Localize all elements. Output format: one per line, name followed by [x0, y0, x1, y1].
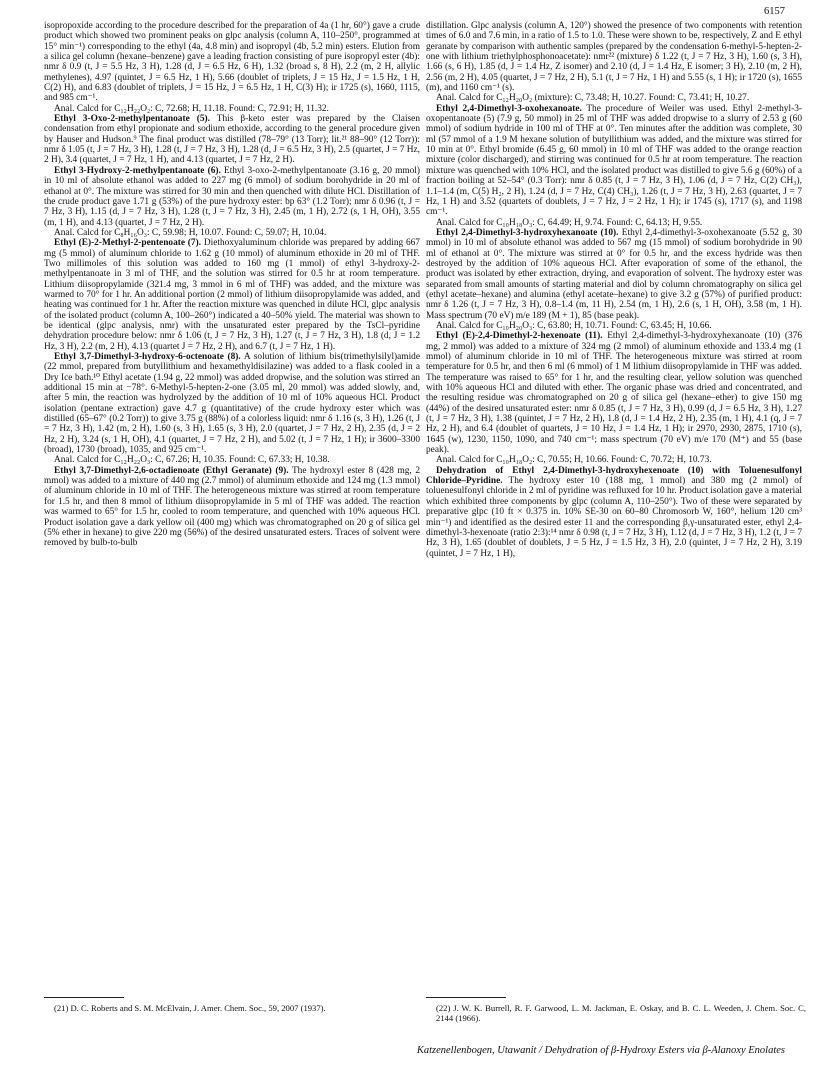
paragraph	[44, 104, 420, 114]
paragraph-text: Ethyl 3-oxo-2-methylpentanoate (3.16 g, 20 mmol) in 10 ml of absolute ethanol was added to 227 mg (6 mmol) of sodium borohydride in 20 ml of ethanol at 0°. The mixture was stirred for 30 min and then quenched with dilute HCl. Distillation of the crude product gave 1.71 g (53%) of the pure hydroxy ester: bp 63° (1.2 Torr); nmr δ 0.96 (t, J = 7 Hz, 3 H), 1.15 (d, J = 7 Hz, 3 H), 1.28 (t, J = 7 Hz, 3 H), 2.45 (m, 1 H), 2.72 (s, 1 H, OH), 3.55 (m, 1 H), and 4.13 (quartet, J = 7 Hz, 2 H).	[44, 165, 420, 228]
paragraph-text: Anal. Calcd for C₈H₁₆O₃: C, 59.98; H, 10.07. Found: C, 59.07; H, 10.04.	[54, 227, 327, 238]
paragraph-text: The hydroxyl ester 8 (428 mg, 2 mmol) was added to a mixture of 440 mg (2.7 mmol) of aluminum ethoxide and 124 mg (1.3 mmol) of aluminum chloride in 10 ml of THF. The heterogeneous mixture was stirred at room temperature for 1.5 hr, and then 8 mmol of lithium diisopropylamide in 5 ml of THF was added. The reaction was warmed to 65° for 1.5 hr, cooled to room temperature, and quenched with 10% aqueous HCl. Product isolation gave a dark yellow oil (400 mg) which was chromatographed on 20 g of silica gel (5% ether in hexane) to give 220 mg (56%) of the desired unsaturated esters. Traces of solvent were removed by bulb-to-bulb	[44, 465, 420, 549]
paragraph	[426, 228, 802, 321]
paragraph-text: A solution of lithium bis(trimethylsilyl)amide (22 mmol, prepared from butyllithium and hexamethyldisilazine) was added to a flask cooled in a Dry Ice bath.¹⁰ Ethyl acetate (1.94 g, 22 mmol) was added dropwise, and the solution was stirred an additional 15 min at −78°. 6-Methyl-5-hepten-2-one (3.05 ml, 20 mmol) was added slowly, and, after 5 min, the reaction was hydrolyzed by the addition of 10 ml of 10% aqueous HCl. Product isolation (pentane extraction) gave 4.7 g (quantitative) of the crude hydroxy ester which was distilled (65–67° (0.2 Torr)) to give 3.75 g (88%) of a colorless liquid: nmr δ 1.16 (s, 3 H), 1.26 (t, J = 7 Hz, 3 H), 1.42 (m, 2 H), 1.60 (s, 3 H), 1.65 (s, 3 H), 2.0 (quartet, J = 7 Hz, 2 H), 2.35 (d, J = 2 Hz, 2 H), 3.24 (s, 1 H, OH), 4.1 (quartet, J = 7 Hz, 2 H), and 5.02 (t, J = 7 Hz, 1 H); ir 3600–3300 (broad), 1730 (broad), 1035, and 925 cm⁻¹.	[44, 352, 420, 456]
paragraph-text: This β-keto ester was prepared by the Claisen condensation from ethyl propionate and sodium ethoxide, according to the general procedure given by Hauser and Hudson.⁹ The final product was distilled (78–79° (13 Torr); lit.²¹ 88–90° (12 Torr)): nmr δ 1.05 (t, J = 7 Hz, 3 H), 1.28 (t, J = 7 Hz, 3 H), 1.28 (d, J = 6.5 Hz, 3 H), 2.5 (quartet, J = 7 Hz, 2 H), 3.4 (quartet, J = 7 Hz, 1 H), and 4.13 (quartet, J = 7 Hz, 2 H).	[44, 114, 420, 166]
compound-heading: Ethyl (E)-2-Methyl-2-pentenoate (7).	[54, 238, 202, 249]
paragraph-text: The hydroxy ester 10 (188 mg, 1 mmol) and 380 mg (2 mmol) of toluenesulfonyl chloride in 2 ml of pyridine was refluxed for 10 hr. Product isolation gave a material which exhibited three components by glpc (column A, 110–250°). Two of these were separated by preparative glpc (10 ft × 0.375 in. 10% SE-30 on 60–80 Chromosorb W, 160°, helium 120 cm³ min⁻¹) and identified as the desired ester 11 and the corresponding β,γ-unsaturated ester, ethyl 2,4-dimethyl-3-hexenoate (ratio 2:3):¹⁴ nmr δ 0.98 (t, J = 7 Hz, 3 H), 1.12 (d, J = 7 Hz, 3 H), 1.2 (t, J = 7 Hz, 3 H), 1.65 (doublet of doublets, J = 5 Hz, J = 1.5 Hz, 3 H), 2.0 (quintet, J = 7 Hz, 2 H), 3.19 (quintet, J = 7 Hz, 1 H),	[426, 476, 802, 559]
paragraph-text: Anal. Calcd for C₁₂H₂₂O₂: C, 72.68; H, 11.18. Found: C, 72.91; H, 11.32.	[54, 103, 329, 114]
paragraph-text: isopropoxide according to the procedure described for the preparation of 4a (1 hr, 60°) gave a crude product which showed two prominent peaks on glpc analysis (column A, 110–250°, programmed at 15° min⁻¹) corresponding to the ethyl (4a, 4.8 min) and isopropyl (4b, 5.2 min) esters. Elution from a silica gel column (hexane–benzene) gave a leading fraction consisting of pure isopropyl ester (4b): nmr δ 0.9 (t, J = 5.5 Hz, 3 H), 1.28 (d, J = 6.5 Hz, 6 H), 1.32 (broad s, 8 H), 2.2 (m, 2 H, allylic methylenes), 4.97 (quintet, J = 6.5 Hz, 1 H), 5.66 (doublet of triplets, J = 15 Hz, J = 1.5 Hz, 1 H, C(2) H), and 6.83 (doublet of triplets, J = 15 Hz, J = 6.5 Hz, 1 H, C(3) H); ir 1725 (s), 1660, 1115, and 985 cm⁻¹.	[44, 21, 420, 104]
right-column	[426, 21, 802, 559]
page-number: 6157	[764, 6, 785, 17]
paragraph-text: Anal. Calcd for C₁₂H₂₂O₃: C, 67.26; H, 10.35. Found: C, 67.33; H, 10.38.	[54, 455, 330, 466]
paragraph	[44, 352, 420, 455]
paragraph	[44, 21, 420, 104]
paragraph-text: Anal. Calcd for C₁₀H₁₈O₃: C, 64.49; H, 9.74. Found: C, 64.13; H, 9.55.	[436, 217, 703, 228]
paragraph-text: Ethyl 2,4-dimethyl-3-hydroxyhexanoate (10) (376 mg, 2 mmol) was added to a mixture of 324 mg (2 mmol) of aluminum ethoxide and 133.4 mg (1 mmol) of aluminum chloride in 10 ml of THF. The heterogeneous mixture was stirred at room temperature for 0.5 hr, and then 6 ml (6 mmol) of 1 M lithium diisopropylamide in THF was added. The temperature was raised to 65° for 1 hr, and the resulting clear, yellow solution was quenched with 10% aqueous HCl and diluted with ether. The organic phase was dried and concentrated, and the resulting residue was chromatographed on 20 g of silica gel (hexane–ether) to give 150 mg (44%) of the desired unsaturated ester: nmr δ 0.85 (t, J = 7 Hz, 3 H), 0.99 (d, J = 6.5 Hz, 3 H), 1.27 (t, J = 7 Hz, 3 H), 1.38 (quintet, J = 7 Hz, 2 H), 1.8 (d, J = 1.4 Hz, 2 H), 2.35 (m, 1 H), 4.1 (q, J = 7 Hz, 2 H), and 6.4 (doublet of quartets, J = 10 Hz, J = 1.4 Hz, 1 H); ir 2970, 2930, 2875, 1710 (s), 1645 (w), 1230, 1150, 1090, and 740 cm⁻¹; mass spectrum (70 eV) m/e 170 (M⁺) and 55 (base peak).	[426, 331, 803, 456]
left-column	[44, 21, 420, 549]
compound-heading: Ethyl 3-Oxo-2-methylpentanoate (5).	[54, 114, 210, 125]
paragraph-text: Ethyl 2,4-dimethyl-3-oxohexanoate (5.52 g, 30 mmol) in 10 ml of absolute ethanol was added to 567 mg (15 mmol) of sodium borohydride in 90 ml of ethanol at 0°. The mixture was stirred at 0° for 0.5 hr, and the excess hydride was then destroyed by the addition of 10% aqueous HCl. After evaporation of some of the ethanol, the product was isolated by ether extraction, drying, and evaporation of solvent. The hydroxy ester was separated from small amounts of starting material and diol by column chromatography on silica gel (ethyl acetate–hexane) and alumina (ethyl acetate–hexane) to give 3.2 g (57%) of purified product: nmr δ 1.26 (t, J = 7 Hz, 3 H), 0.8–1.4 (m, 11 H), 2.54 (m, 1 H), 2.6 (s, 1 H, OH), 3.58 (m, 1 H). Mass spectrum (70 eV) m/e 189 (M + 1), 85 (base peak).	[426, 227, 802, 321]
paragraph	[426, 466, 802, 559]
paragraph	[44, 466, 420, 549]
paragraph	[44, 228, 420, 238]
paragraph-text: Anal. Calcd for C₁₀H₂₀O₃: C, 63.80; H, 10.71. Found: C, 63.45; H, 10.66.	[436, 320, 712, 331]
paragraph	[426, 455, 802, 465]
paragraph-text: The procedure of Weiler was used. Ethyl 2-methyl-3-oxopentanoate (5) (7.9 g, 50 mmol) in 25 ml of THF was added dropwise to a slurry of 2.53 g (60 mmol) of sodium hydride in 100 ml of THF at 0°. Ten minutes after the addition was complete, 30 ml (57 mmol of a 1.9 M hexane solution of butyllithium was added, and the mixture was stirred for 10 min at 0°. Ethyl bromide (6.45 g, 60 mmol) in 10 ml of THF was added to the orange reaction mixture (color discharged), and stirring was continued for 0.5 hr at room temperature. The reaction mixture was quenched with 10% HCl, and the isolated product was distilled to give 5.6 g (60%) of a fraction boiling at 52–54° (0.3 Torr): nmr δ 0.85 (t, J = 7 Hz, 3 H), 1.06 (d, J = 7 Hz, C(2) CH₃), 1.1–1.4 (m, C(5) H₂, 2 H), 1.24 (d, J = 7 Hz, C(4) CH₃), 1.26 (t, J = 7 Hz, 3 H), 2.63 (quartet, J = 7 Hz, 1 H) and 3.52 (quartets of doublets, J = 7 Hz, J = 2 Hz, 1 H); ir 1745 (s), 1717 (s), and 1198 cm⁻¹.	[426, 103, 802, 218]
paragraph	[426, 331, 802, 455]
paragraph	[44, 114, 420, 166]
paragraph	[426, 321, 802, 331]
compound-heading: Ethyl 2,4-Dimethyl-3-hydroxyhexanoate (10).	[436, 227, 619, 238]
paragraph	[44, 238, 420, 352]
paragraph	[44, 455, 420, 465]
compound-heading: Ethyl (E)-2,4-Dimethyl-2-hexenoate (11).	[436, 331, 603, 342]
compound-heading: Ethyl 3-Hydroxy-2-methylpentanoate (6).	[54, 165, 221, 176]
compound-heading: Ethyl 2,4-Dimethyl-3-oxohexanoate.	[436, 103, 582, 114]
paragraph-text: Anal. Calcd for C₁₂H₂₀O₂ (mixture): C, 73.48; H, 10.27. Found: C, 73.41; H, 10.27.	[436, 93, 750, 104]
paragraph-text: Diethoxyaluminum chloride was prepared by adding 667 mg (5 mmol) of aluminum chloride to 1.62 g (10 mmol) of aluminum ethoxide in 20 ml of THF. Two millimoles of this solution was added to 160 mg (1 mmol) of ethyl 3-hydroxy-2-methylpentanoate in 3 ml of THF, and the solution was stirred for 0.5 hr at room temperature. Lithium diisopropylamide (321.4 mg, 3 mmol in 6 ml of THF) was added, and the mixture was warmed to 70° for 1 hr. An additional portion (2 mmol) of lithium diisopropylamide was added, and heating was continued for 1 hr. After the reaction mixture was quenched in dilute HCl, glpc analysis of the isolated product (column A, 100–260°) indicated a 40–50% yield. The material was shown to be identical (glpc analysis, nmr) with the unsaturated ester prepared by the TsCl–pyridine dehydration procedure below: nmr δ 1.06 (t, J = 7 Hz, 3 H), 1.27 (t, J = 7 Hz, 3 H), 1.8 (d, J = 1.2 Hz, 3 H), 2.2 (m, 2 H), 4.13 (quartet J = 7 Hz, 2 H), and 6.7 (t, J = 7 Hz, 1 H).	[44, 238, 420, 352]
paragraph-text: Anal. Calcd for C₁₀H₁₈O₂: C, 70.55; H, 10.66. Found: C, 70.72; H, 10.73.	[436, 455, 712, 466]
paragraph	[44, 166, 420, 228]
paragraph	[426, 104, 802, 218]
footnote-22: (22) J. W. K. Burrell, R. F. Garwood, L. M. Jackman, E. Oskay, and B. C. L. Weeden, J. Chem. Soc. C, 2144 (1966).	[436, 1003, 806, 1023]
running-footer: Katzenellenbogen, Utawanit / Dehydration of β-Hydroxy Esters via β-Alanoxy Enolates	[416, 1045, 785, 1056]
paragraph	[426, 21, 802, 93]
paragraph	[426, 218, 802, 228]
compound-heading: Dehydration of Ethyl 2,4-Dimethyl-3-hydroxyhexenoate (10) with Toluenesulfonyl Chloride–Pyridine.	[426, 465, 802, 487]
compound-heading: Ethyl 3,7-Dimethyl-3-hydroxy-6-octenoate (8).	[54, 352, 241, 362]
footnote-21: (21) D. C. Roberts and S. M. McElvain, J. Amer. Chem. Soc., 59, 2007 (1937).	[54, 1003, 326, 1013]
compound-heading: Ethyl 3,7-Dimethyl-2,6-octadienoate (Ethyl Geranate) (9).	[54, 465, 289, 476]
footnote-rule-right	[426, 997, 506, 998]
footnote-rule-left	[44, 997, 124, 998]
paragraph	[426, 93, 802, 103]
paragraph-text: distillation. Glpc analysis (column A, 120°) showed the presence of two components with retention times of 6.0 and 7.6 min, in a ratio of 1.5 to 1.0. These were shown to be, respectively, Z and E ethyl geranate by comparison with authentic samples (prepared by the condensation 6-methyl-5-hepten-2-one with lithium triethylphosphonoacetate): nmr²² (mixture) δ 1.22 (t, J = 7 Hz, 3 H), 1.60 (s, 3 H), 1.66 (s, 6 H), 1.85 (d, J = 1.4 Hz, Z isomer) and 2.10 (d, J = 1.4 Hz, E isomer; 3 H), 2.10 (m, 2 H), 2.56 (m, 2 H), 4.05 (quartet, J = 7 Hz, 2 H), 5.1 (t, J = 7 Hz, 1 H) and 5.55 (s, 1 H); ir 1720 (s), 1655 (m), and 1160 cm⁻¹ (s).	[426, 21, 802, 94]
